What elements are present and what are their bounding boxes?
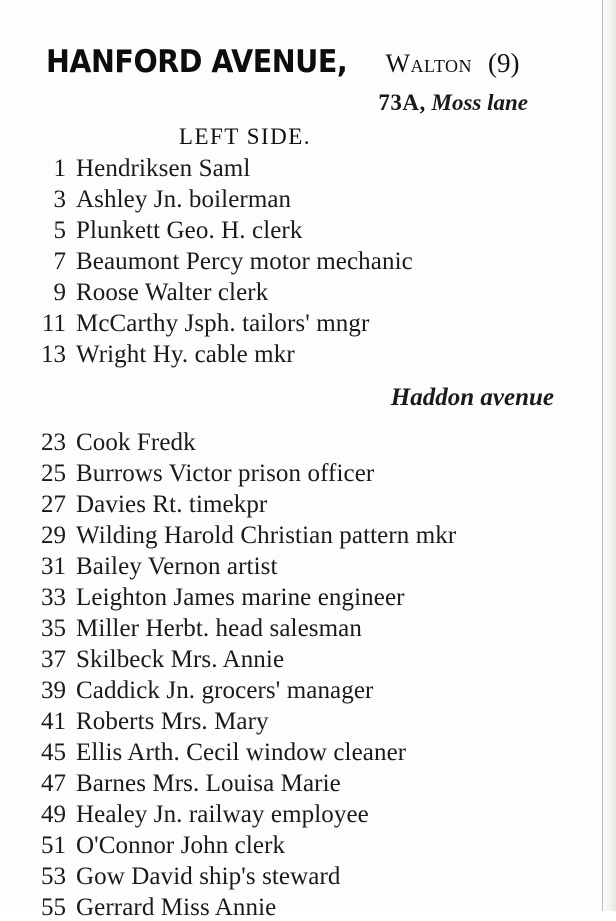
cross-street-reference-top <box>0 90 600 116</box>
house-number: 41 <box>41 708 66 735</box>
list-item <box>14 616 600 642</box>
resident-entry: O'Connor John clerk <box>76 832 286 859</box>
resident-entry: Ashley Jn. boilerman <box>76 186 292 213</box>
house-number: 11 <box>41 310 66 337</box>
resident-entry: Hendriksen Saml <box>76 155 251 182</box>
list-item <box>14 802 600 828</box>
house-number: 49 <box>41 801 66 828</box>
resident-entry: Miller Herbt. head salesman <box>76 615 362 642</box>
house-number: 33 <box>41 584 66 611</box>
side-label: LEFT SIDE. <box>178 124 312 149</box>
resident-entry: Gow David ship's steward <box>76 863 341 890</box>
house-number: 25 <box>41 460 66 487</box>
house-number: 39 <box>41 677 66 704</box>
district-name: Walton <box>385 49 472 78</box>
list-item <box>14 895 600 921</box>
resident-entry: Barnes Mrs. Louisa Marie <box>76 770 341 797</box>
entries-lower <box>0 430 600 921</box>
list-item <box>14 280 600 306</box>
house-number: 35 <box>41 615 66 642</box>
list-item <box>14 461 600 487</box>
list-item <box>14 833 600 859</box>
resident-entry: Wright Hy. cable mkr <box>76 341 295 368</box>
resident-entry: Skilbeck Mrs. Annie <box>76 646 285 673</box>
house-count: (9) <box>488 48 520 78</box>
house-number: 29 <box>41 522 66 549</box>
resident-entry: Roberts Mrs. Mary <box>76 708 269 735</box>
house-number: 31 <box>41 553 66 580</box>
list-item <box>14 249 600 275</box>
house-number: 47 <box>41 770 66 797</box>
list-item <box>14 647 600 673</box>
scan-edge-shadow <box>602 0 616 911</box>
list-item <box>14 156 600 182</box>
resident-entry: Caddick Jn. grocers' manager <box>76 677 374 704</box>
list-item <box>14 585 600 611</box>
house-number: 3 <box>53 186 66 213</box>
resident-entry: Leighton James marine engineer <box>76 584 405 611</box>
house-number: 37 <box>41 646 66 673</box>
list-item <box>14 311 600 337</box>
house-number: 1 <box>53 155 66 182</box>
resident-entry: Gerrard Miss Annie <box>76 894 277 921</box>
list-item <box>14 709 600 735</box>
list-item <box>14 740 600 766</box>
resident-entry: Cook Fredk <box>76 429 196 456</box>
list-item <box>14 342 600 368</box>
resident-entry: Plunkett Geo. H. clerk <box>76 217 303 244</box>
resident-entry: Wilding Harold Christian pattern mkr <box>76 522 457 549</box>
resident-entry: Healey Jn. railway employee <box>76 801 369 828</box>
resident-entry: Davies Rt. timekpr <box>76 491 268 518</box>
page-edge-rule <box>602 0 603 911</box>
street-name: HANFORD AVENUE, <box>46 44 348 80</box>
house-number: 5 <box>53 217 66 244</box>
cross-street-number: 73A, <box>378 90 426 115</box>
page-title <box>0 0 600 80</box>
list-item <box>14 218 600 244</box>
list-item <box>14 523 600 549</box>
resident-entry: McCarthy Jsph. tailors' mngr <box>76 310 370 337</box>
cross-street-name: Moss lane <box>431 90 528 115</box>
house-number: 45 <box>41 739 66 766</box>
house-number: 55 <box>41 894 66 921</box>
resident-entry: Burrows Victor prison officer <box>76 460 375 487</box>
resident-entry: Ellis Arth. Cecil window cleaner <box>76 739 407 766</box>
resident-entry: Bailey Vernon artist <box>76 553 278 580</box>
house-number: 9 <box>53 279 66 306</box>
house-number: 23 <box>41 429 66 456</box>
resident-entry: Beaumont Percy motor mechanic <box>76 248 413 275</box>
list-item <box>14 771 600 797</box>
list-item <box>14 678 600 704</box>
house-number: 53 <box>41 863 66 890</box>
list-item <box>14 864 600 890</box>
house-number: 13 <box>41 341 66 368</box>
entries-upper <box>0 156 600 368</box>
cross-street-reference-mid: Haddon avenue <box>390 384 554 411</box>
house-number: 27 <box>41 491 66 518</box>
house-number: 7 <box>53 248 66 275</box>
house-number: 51 <box>41 832 66 859</box>
list-item <box>14 430 600 456</box>
list-item <box>14 492 600 518</box>
resident-entry: Roose Walter clerk <box>76 279 269 306</box>
list-item <box>14 187 600 213</box>
list-item <box>14 554 600 580</box>
